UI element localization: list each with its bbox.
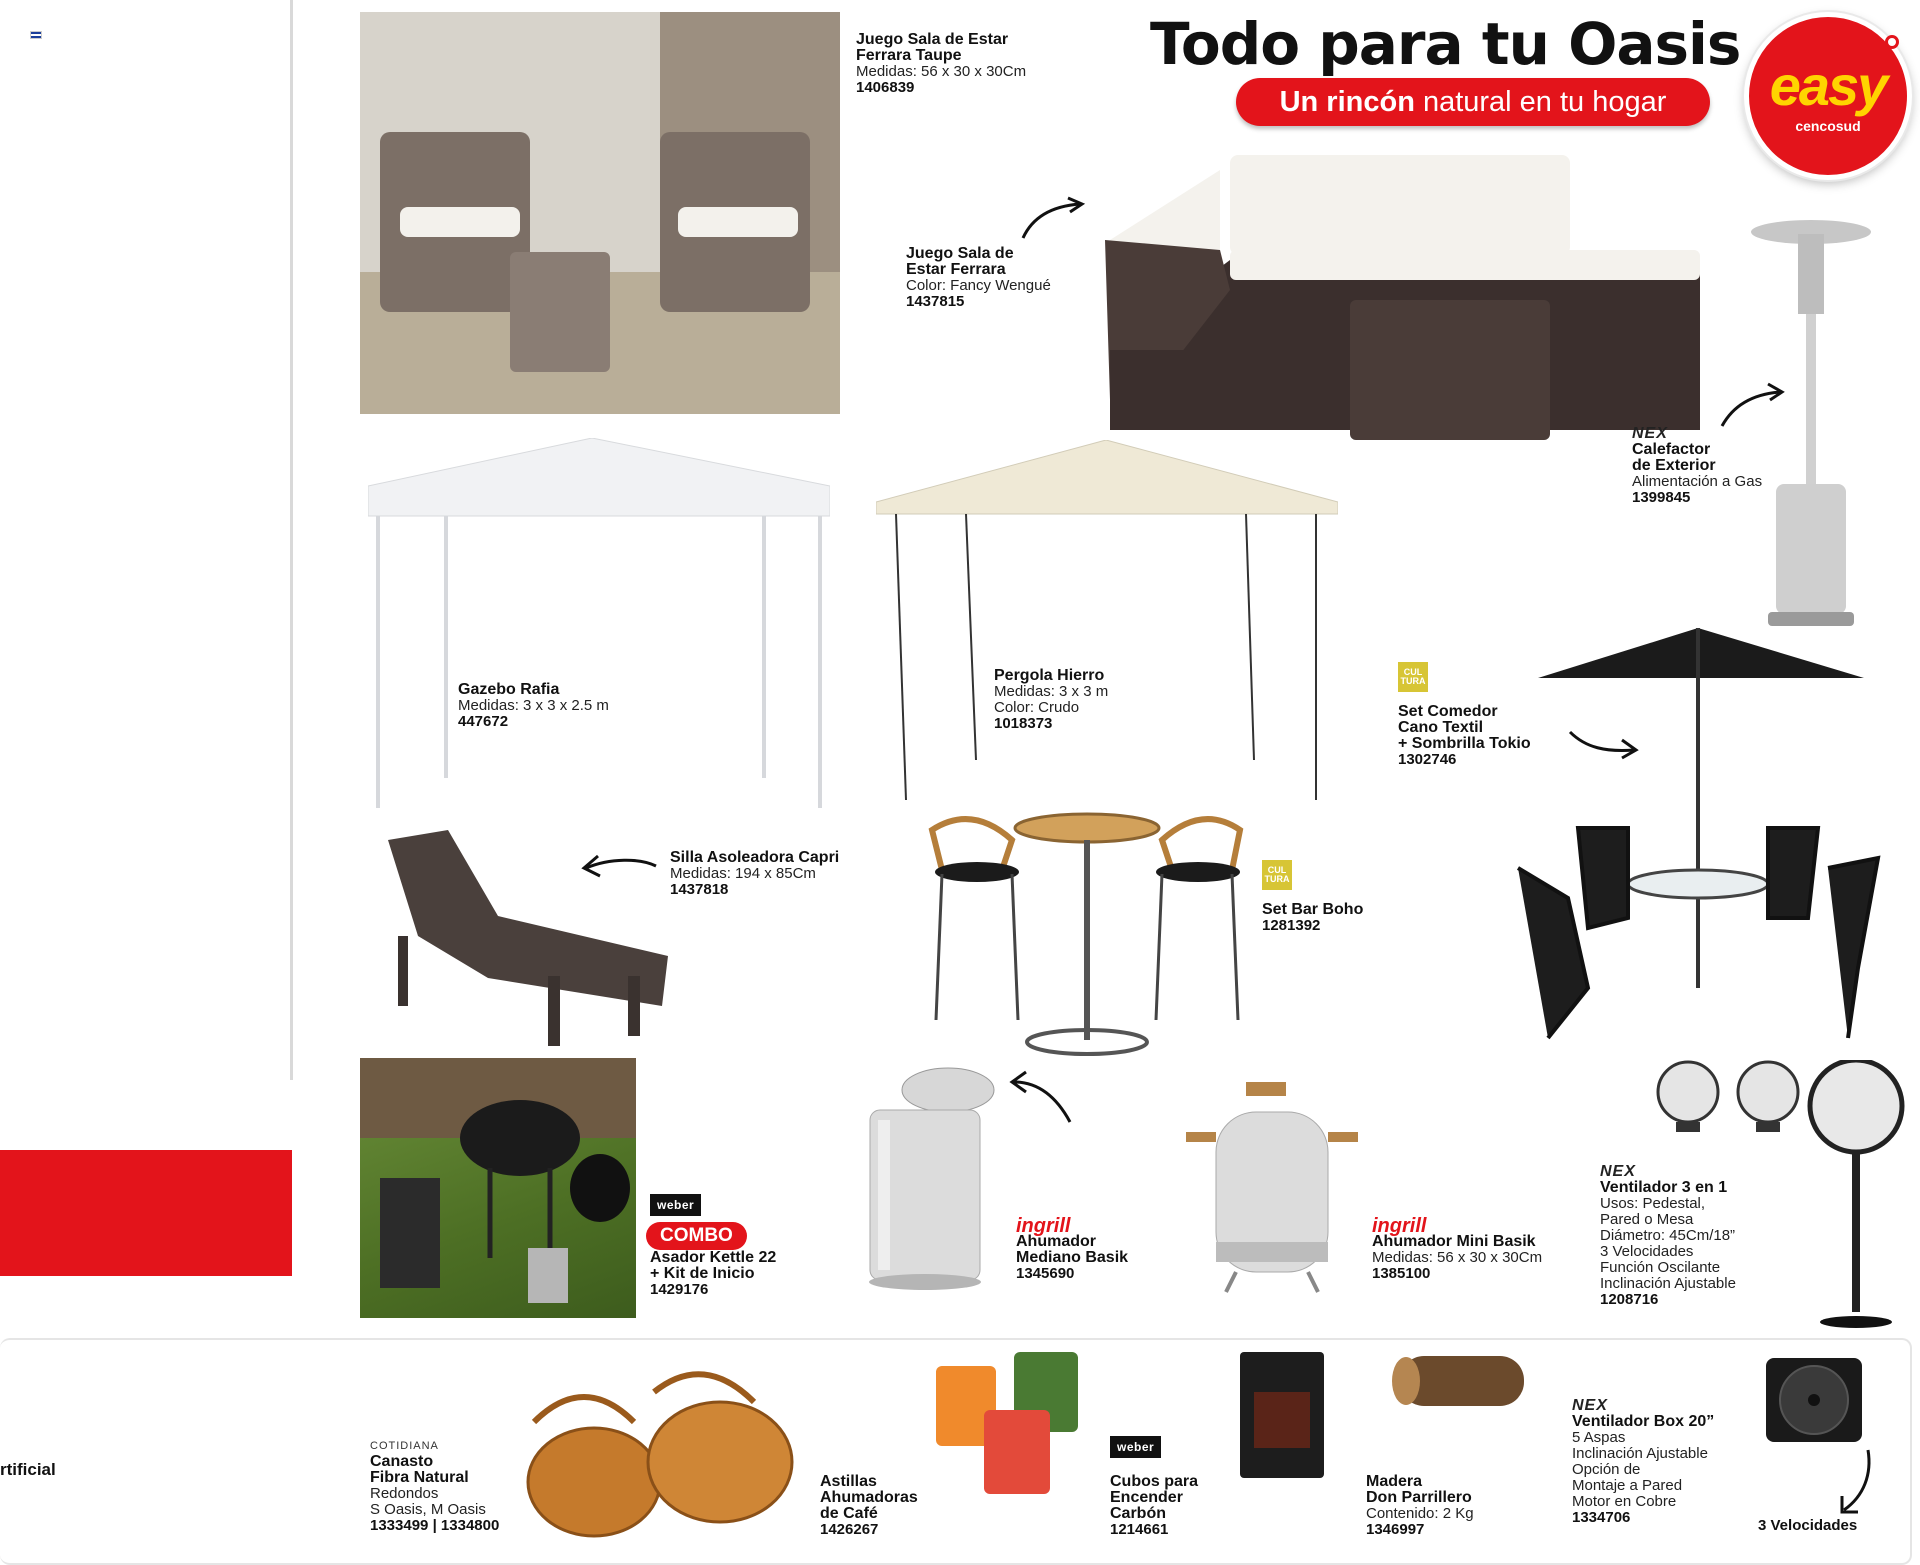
calefactor-text — [1632, 426, 1762, 506]
set-bar-illustration[interactable] — [922, 810, 1252, 1060]
kettle-photo[interactable] — [360, 1058, 636, 1318]
combo-badge: COMBO — [646, 1222, 747, 1250]
calefactor-brand: NEX — [1632, 425, 1668, 442]
page-divider — [290, 0, 293, 1080]
set-comedor-code: 1302746 — [1398, 751, 1457, 768]
ventilador-box-illustration[interactable] — [1762, 1354, 1866, 1446]
calefactor-code: 1399845 — [1632, 489, 1691, 506]
canasto-brand: COTIDIANA — [370, 1440, 439, 1452]
logo-dot — [1885, 35, 1899, 49]
kettle-brand — [650, 1194, 701, 1216]
madera-detail: Contenido: 2 Kg — [1366, 1505, 1474, 1522]
gazebo-detail: Medidas: 3 x 3 x 2.5 m — [458, 697, 609, 714]
madera-name2: Don Parrillero — [1366, 1489, 1472, 1506]
astillas-code: 1426267 — [820, 1521, 879, 1538]
ventilador3-name: Ventilador 3 en 1 — [1600, 1179, 1728, 1196]
arrow-icon — [1018, 196, 1088, 244]
ventilador3-brand: NEX — [1600, 1163, 1636, 1180]
arrow-icon — [1006, 1070, 1076, 1126]
ahumador-mini-text — [1372, 1215, 1543, 1282]
ferrara-name2: Estar Ferrara — [906, 261, 1006, 278]
ventilador-3en1-text — [1600, 1164, 1736, 1308]
calefactor-name2: de Exterior — [1632, 457, 1716, 474]
silla-code: 1437818 — [670, 881, 729, 898]
ventilador-box-code: 1334706 — [1572, 1509, 1631, 1526]
canasto-code: 1333499 | 1334800 — [370, 1517, 500, 1534]
red-decor-block — [0, 1150, 292, 1276]
pergola-name: Pergola Hierro — [994, 667, 1105, 684]
ventilador3-d6: Inclinación Ajustable — [1600, 1275, 1736, 1292]
madera-illustration[interactable] — [1390, 1350, 1530, 1412]
ventilador3-d4: 3 Velocidades — [1600, 1243, 1694, 1260]
ahumador-mediano-text — [1016, 1215, 1129, 1282]
arrow-icon — [1834, 1446, 1878, 1518]
ferrara-taupe-name2: Ferrara Taupe — [856, 47, 962, 64]
cubos-name1: Cubos para — [1110, 1473, 1199, 1490]
ferrara-detail: Color: Fancy Wengué — [906, 277, 1051, 294]
pergola-text — [994, 668, 1108, 732]
ventilador-box-callout-wrap — [1758, 1518, 1857, 1534]
calefactor-name1: Calefactor — [1632, 441, 1711, 458]
cubos-text — [1110, 1474, 1198, 1538]
ahumador-mini-detail: Medidas: 56 x 30 x 30Cm — [1372, 1249, 1543, 1266]
ahumador-mediano-name1: Ahumador — [1016, 1233, 1096, 1250]
canasto-name1: Canasto — [370, 1453, 434, 1470]
ventilador3-code: 1208716 — [1600, 1291, 1659, 1308]
kettle-badge — [646, 1222, 747, 1250]
astillas-text — [820, 1474, 918, 1538]
silla-detail: Medidas: 194 x 85Cm — [670, 865, 816, 882]
kettle-illustration — [360, 1058, 636, 1318]
ahumador-mediano-illustration[interactable] — [850, 1060, 1010, 1296]
ventilador-box-d5: Motor en Cobre — [1572, 1493, 1677, 1510]
ventilador-box-text — [1572, 1398, 1714, 1526]
weber-logo: weber — [1110, 1436, 1161, 1458]
canasto-illustration[interactable] — [524, 1362, 796, 1540]
silla-text — [670, 850, 839, 898]
cultura-badge: CUL TURA — [1262, 860, 1292, 890]
pergola-code: 1018373 — [994, 715, 1053, 732]
ferrara-taupe-text — [856, 32, 1026, 96]
astillas-illustration[interactable] — [934, 1350, 1084, 1496]
subtitle-rest: natural en tu hogar — [1422, 85, 1667, 118]
ahumador-mini-code: 1385100 — [1372, 1265, 1431, 1282]
cubos-name3: Carbón — [1110, 1505, 1166, 1522]
flag-icon — [30, 31, 42, 39]
ahumador-mediano-name2: Mediano Basik — [1016, 1249, 1129, 1266]
kettle-name1: Asador Kettle 22 — [650, 1249, 777, 1266]
cubos-illustration[interactable] — [1240, 1352, 1326, 1480]
ventilador-box-d3: Opción de — [1572, 1461, 1641, 1478]
page-title: Todo para tu Oasis — [1150, 10, 1741, 78]
canasto-d1: Redondos — [370, 1485, 439, 1502]
kettle-name2: + Kit de Inicio — [650, 1265, 755, 1282]
cubos-code: 1214661 — [1110, 1521, 1169, 1538]
set-comedor-name3: + Sombrilla Tokio — [1398, 735, 1531, 752]
gazebo-code: 447672 — [458, 713, 509, 730]
ahumador-mini-illustration[interactable] — [1186, 1082, 1358, 1294]
set-bar-name: Set Bar Boho — [1262, 901, 1364, 918]
ventilador-box-callout: 3 Velocidades — [1758, 1517, 1858, 1534]
easy-logo[interactable] — [1744, 12, 1912, 180]
ventilador-box-name: Ventilador Box 20” — [1572, 1413, 1715, 1430]
ventilador3-d5: Función Oscilante — [1600, 1259, 1721, 1276]
ferrara-taupe-code: 1406839 — [856, 79, 915, 96]
ahumador-mini-name: Ahumador Mini Basik — [1372, 1233, 1536, 1250]
cut-off-text: rtificial — [0, 1460, 56, 1479]
astillas-name3: de Café — [820, 1505, 878, 1522]
ferrara-taupe-detail: Medidas: 56 x 30 x 30Cm — [856, 63, 1027, 80]
canasto-text — [370, 1438, 499, 1534]
ventilador-box-d1: 5 Aspas — [1572, 1429, 1626, 1446]
astillas-name1: Astillas — [820, 1473, 877, 1490]
ventilador-box-brand: NEX — [1572, 1397, 1608, 1414]
weber-logo: weber — [650, 1194, 701, 1216]
ventilador3-d3: Diámetro: 45Cm/18” — [1600, 1227, 1736, 1244]
canasto-name2: Fibra Natural — [370, 1469, 469, 1486]
astillas-name2: Ahumadoras — [820, 1489, 918, 1506]
set-bar-code: 1281392 — [1262, 917, 1321, 934]
gazebo-name: Gazebo Rafia — [458, 681, 560, 698]
logo-brand: easy — [1769, 54, 1887, 117]
pergola-detail1: Medidas: 3 x 3 m — [994, 683, 1109, 700]
madera-code: 1346997 — [1366, 1521, 1425, 1538]
ferrara-taupe-illustration — [360, 12, 840, 414]
ventilador-box-d4: Montaje a Pared — [1572, 1477, 1683, 1494]
ferrara-taupe-photo[interactable] — [360, 12, 840, 414]
ventilador3-d1: Usos: Pedestal, — [1600, 1195, 1706, 1212]
ingrill-logo: ingrill — [1016, 1215, 1071, 1237]
calefactor-detail: Alimentación a Gas — [1632, 473, 1763, 490]
ahumador-mediano-code: 1345690 — [1016, 1265, 1075, 1282]
gazebo-illustration[interactable] — [368, 438, 830, 810]
set-comedor-name2: Cano Textil — [1398, 719, 1484, 736]
ferrara-taupe-name1: Juego Sala de Estar — [856, 31, 1009, 48]
ferrara-code: 1437815 — [906, 293, 965, 310]
arrow-icon — [580, 852, 660, 880]
kettle-text — [650, 1250, 776, 1298]
set-comedor-illustration[interactable] — [1508, 628, 1898, 1052]
canasto-d2: S Oasis, M Oasis — [370, 1501, 486, 1518]
cultura-badge: CUL TURA — [1398, 662, 1428, 692]
pergola-illustration[interactable] — [876, 440, 1338, 806]
set-comedor-name1: Set Comedor — [1398, 703, 1498, 720]
arrow-icon — [1716, 382, 1786, 432]
gazebo-text — [458, 682, 609, 730]
subtitle-pill — [1236, 78, 1710, 126]
cubos-brand — [1110, 1436, 1161, 1458]
set-bar-text — [1262, 902, 1363, 934]
ferrara-text — [906, 246, 1051, 310]
ferrara-sofa-illustration[interactable] — [1100, 150, 1710, 455]
ingrill-logo: ingrill — [1372, 1215, 1427, 1237]
cubos-name2: Encender — [1110, 1489, 1183, 1506]
madera-name1: Madera — [1366, 1473, 1423, 1490]
pergola-detail2: Color: Crudo — [994, 699, 1080, 716]
subtitle-bold: Un rincón — [1279, 85, 1415, 118]
ventilador3-d2: Pared o Mesa — [1600, 1211, 1694, 1228]
logo-sub: cencosud — [1795, 118, 1861, 134]
madera-text — [1366, 1474, 1474, 1538]
ventilador-box-d2: Inclinación Ajustable — [1572, 1445, 1708, 1462]
kettle-code: 1429176 — [650, 1281, 709, 1298]
silla-name: Silla Asoleadora Capri — [670, 849, 840, 866]
ferrara-name1: Juego Sala de — [906, 245, 1014, 262]
